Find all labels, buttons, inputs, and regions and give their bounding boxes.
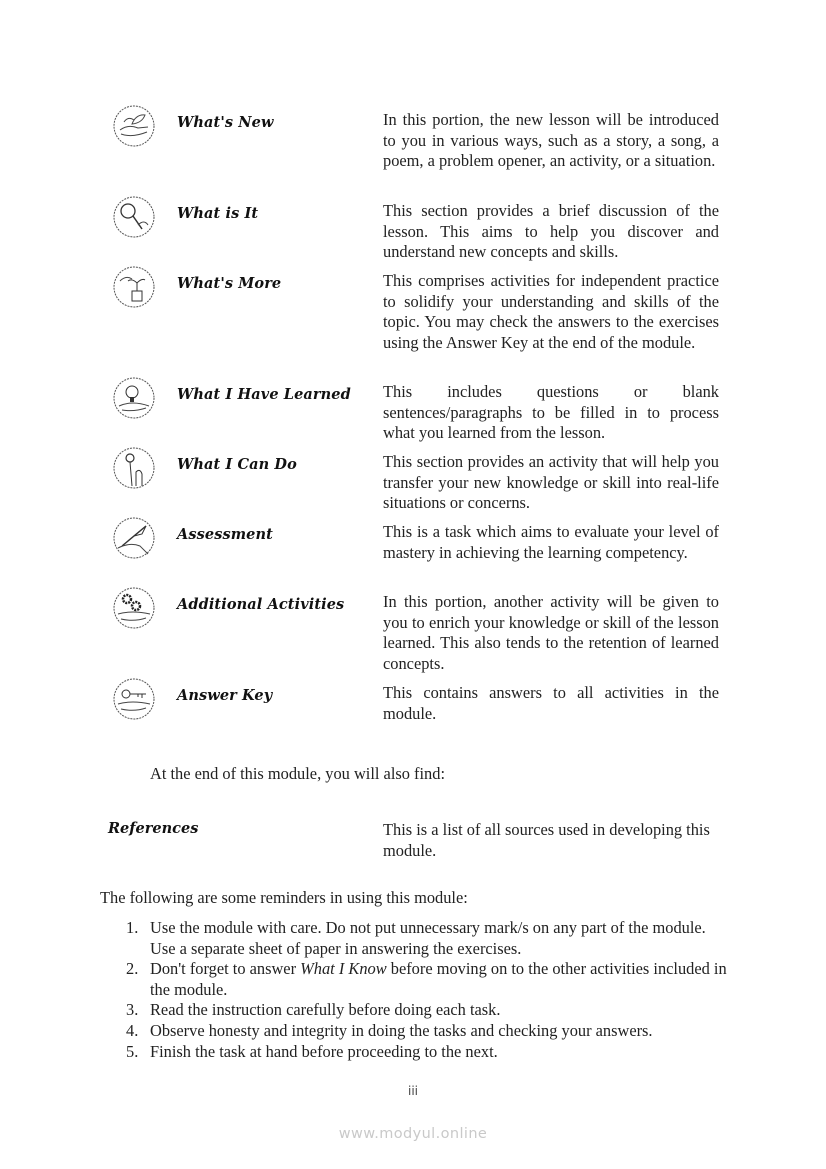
watering-plant-icon [112,265,156,309]
lightbulb-in-hand-icon [112,376,156,420]
section-label: What I Can Do [177,456,297,473]
reminder-number: 2. [126,959,139,979]
reminder-text: Finish the task at hand before proceeding to the next. [150,1041,498,1061]
reminders-list [122,918,732,1062]
reminder-item [122,1000,732,1021]
section-description: This comprises activities for independent practice to solidify your understanding and skills of the topic. You may check the answers to the exercises using the Answer Key at the end of the module. [383,271,719,352]
reminder-number: 1. [126,918,139,937]
reminder-emphasis: What I Know [300,959,387,979]
reminder-text: Observe honesty and integrity in doing the tasks and checking your answers. [150,1020,653,1040]
reminder-number: 3. [126,1000,139,1020]
hand-writing-quill-icon [112,516,156,560]
watermark: www.modyul.online [338,1126,488,1142]
reminder-number: 4. [126,1020,139,1040]
section-description: This includes questions or blank sentences/paragraphs to be filled in to process what you learned from the lesson. [383,382,719,443]
page-number: iii [407,1084,418,1098]
section-label: Additional Activities [177,596,345,613]
section-label: What I Have Learned [177,386,351,403]
reminder-number: 5. [126,1041,139,1061]
section-description: In this portion, the new lesson will be introduced to you in various ways, such as a story, a song, a poem, a problem opener, an activity, or a situation. [383,110,719,171]
reminder-item [122,959,732,1000]
reminder-item [122,1021,732,1042]
reminder-text-after: before moving on to the other activities included in the module. [150,959,727,999]
reminders-intro: The following are some reminders in using this module: [100,888,468,907]
section-description: This contains answers to all activities in the module. [383,683,719,723]
section-description: This section provides a brief discussion of the lesson. This aims to help you discover and understand new concepts and skills. [383,201,719,262]
reminder-text: Don't forget to answer [150,959,301,979]
magnifying-glass-icon [112,195,156,239]
section-label: Assessment [177,526,273,543]
end-of-module-intro: At the end of this module, you will also find: [150,764,445,783]
references-label: References [108,820,199,837]
section-label: What's More [177,275,282,292]
section-label: What is It [177,205,259,222]
gears-in-hand-icon [112,586,156,630]
reminder-item [122,918,732,959]
section-label: Answer Key [177,687,273,704]
section-description: In this portion, another activity will be given to you to enrich your knowledge or skill of the lesson learned. This also tends to the retention of learned concepts. [383,592,719,673]
references-description: This is a list of all sources used in developing this module. [383,820,710,860]
section-label: What's New [177,114,274,131]
section-description: This section provides an activity that will help you transfer your new knowledge or skill into real-life situations or concerns. [383,452,719,513]
key-in-hand-icon [112,677,156,721]
section-description: This is a task which aims to evaluate your level of mastery in achieving the learning competency. [383,522,719,562]
reminder-text: Read the instruction carefully before doing each task. [150,1000,501,1020]
plant-in-hand-icon [112,104,156,148]
reminder-text: Use the module with care. Do not put unnecessary mark/s on any part of the module. Use a separate sheet of paper in answering the exercises. [150,918,706,958]
reminder-item [122,1042,732,1063]
hand-holding-flower-icon [112,446,156,490]
